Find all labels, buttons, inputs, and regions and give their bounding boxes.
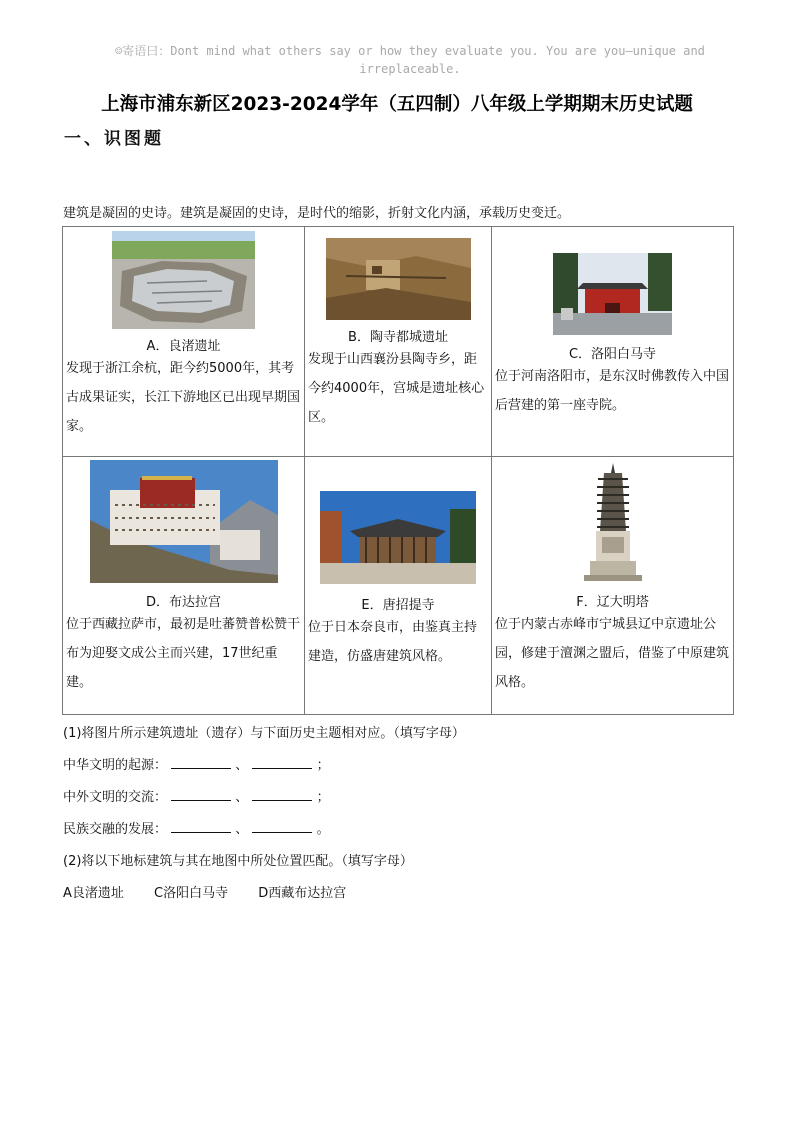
answer-blank[interactable] [252, 788, 312, 801]
site-desc-d: 位于西藏拉萨市，最初是吐蕃赞普松赞干布为迎娶文成公主而兴建，17世纪重建。 [66, 617, 301, 690]
q2-option-c: C洛阳白马寺 [154, 886, 229, 901]
site-caption-c: C．洛阳白马寺 [568, 347, 657, 362]
q1-item-integration [63, 818, 330, 837]
watermark-motto: ☺寄语曰：Dont mind what others say or how they evaluate you. You are you—unique and irreplaceable. [115, 44, 705, 76]
site-desc-a: 发现于浙江余杭，距今约5000年，其考古成果证实，长江下游地区已出现早期国家。 [66, 361, 301, 434]
q2-option-d: D西藏布达拉宫 [258, 886, 347, 901]
q1-item-exchange [63, 786, 330, 805]
answer-blank[interactable] [171, 820, 231, 833]
question-2-prompt: (2)将以下地标建筑与其在地图中所处位置匹配。（填写字母） [63, 854, 413, 869]
separator: 、 [235, 758, 249, 773]
site-cell-d [63, 457, 305, 715]
toshodaiji-temple-image [320, 491, 476, 584]
site-desc-b: 发现于山西襄汾县陶寺乡，距今约4000年，宫城是遗址核心区。 [308, 352, 485, 425]
punctuation: ； [316, 758, 330, 773]
site-desc-e: 位于日本奈良市，由鉴真主持建造，仿盛唐建筑风格。 [308, 620, 478, 664]
answer-blank[interactable] [252, 820, 312, 833]
site-desc-c: 位于河南洛阳市，是东汉时佛教传入中国后营建的第一座寺院。 [495, 369, 730, 413]
site-cell-c [492, 227, 734, 457]
taosi-site-image [326, 238, 471, 320]
liangzhu-site-image [112, 231, 255, 329]
q1-item-label: 中华文明的起源： [63, 758, 168, 773]
q1-item-label: 民族交融的发展： [63, 822, 168, 837]
q2-option-a: A良渚遗址 [63, 886, 124, 901]
separator: 、 [235, 822, 249, 837]
punctuation: ； [316, 790, 330, 805]
section-heading: 一、识图题 [64, 129, 164, 149]
site-cell-f [492, 457, 734, 715]
liao-daming-pagoda-image [578, 461, 648, 581]
site-cell-e [305, 457, 492, 715]
q2-options [63, 882, 372, 901]
white-horse-temple-image [553, 253, 672, 335]
question-1-prompt: (1)将图片所示建筑遗址（遗存）与下面历史主题相对应。（填写字母） [63, 726, 465, 741]
site-desc-f: 位于内蒙古赤峰市宁城县辽中京遗址公园，修建于澶渊之盟后，借鉴了中原建筑风格。 [495, 617, 730, 690]
site-caption-f: F．辽大明塔 [576, 595, 649, 610]
site-cell-b [305, 227, 492, 457]
site-caption-d: D．布达拉宫 [145, 595, 221, 610]
separator: 、 [235, 790, 249, 805]
site-caption-a: A．良渚遗址 [146, 339, 221, 354]
site-caption-e: E．唐招提寺 [361, 598, 435, 613]
answer-blank[interactable] [171, 756, 231, 769]
answer-blank[interactable] [252, 756, 312, 769]
answer-blank[interactable] [171, 788, 231, 801]
sites-table [62, 226, 734, 715]
page-title: 上海市浦东新区2023-2024学年（五四制）八年级上学期期末历史试题 [101, 94, 693, 115]
site-caption-b: B．陶寺都城遗址 [348, 330, 448, 345]
site-cell-a [63, 227, 305, 457]
punctuation: 。 [316, 822, 330, 837]
q1-item-label: 中外文明的交流： [63, 790, 168, 805]
intro-text: 建筑是凝固的史诗。建筑是凝固的史诗，是时代的缩影，折射文化内涵，承载历史变迁。 [63, 206, 571, 221]
potala-palace-image [90, 460, 278, 583]
q1-item-origin [63, 754, 330, 773]
